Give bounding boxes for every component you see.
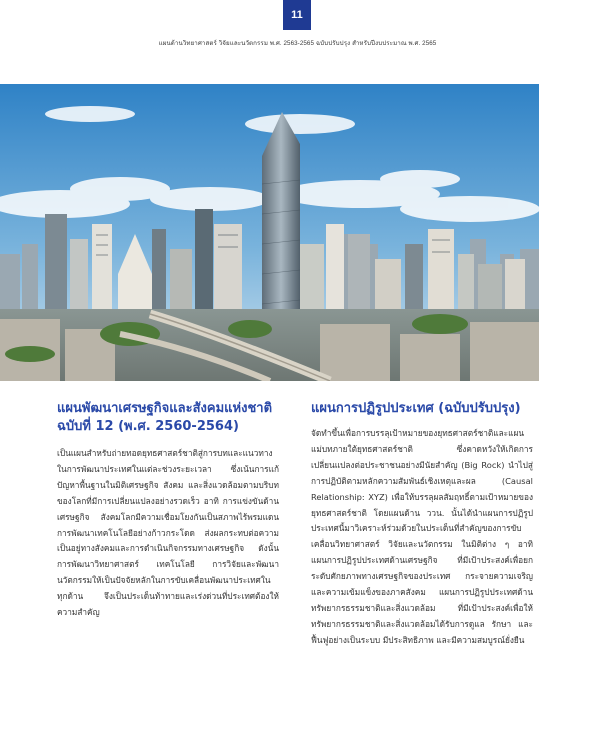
running-header: แผนด้านวิทยาศาสตร์ วิจัยและนวัตกรรม พ.ศ. 2563-2565 ฉบับปรับปรุง สำหรับปีงบประมาณ พ.ศ. 2565 xyxy=(158,40,437,47)
left-column-paragraph: เป็นแผนสำหรับถ่ายทอดยุทธศาสตร์ชาติสู่การบทและแนวทางในการพัฒนาประเทศในแต่ละช่วงระยะเวลา ซึ่งเน้นการแก้ปัญหาพื้นฐานในมิติเศรษฐกิจ สังคม และสิ่งแวดล้อมตามบริบทของโลกที่มีการเปลี่ยนแปลงอย่างรวดเร็ว อาทิ การแข่งขันด้านเศรษฐกิจ สังคมโลกมีความเชื่อมโยงกันเป็นสภาพไร้พรมแดน การพัฒนาเทคโนโลยีอย่างก้าวกระโดด ส่งผลกระทบต่อความเป็นอยู่ทางสังคมและการดำเนินกิจกรรมทางเศรษฐกิจ ดังนั้นการพัฒนาวิทยาศาสตร์ เทคโนโลยี การวิจัยและพัฒนานวัตกรรมให้เป็นปัจจัยหลักในการขับเคลื่อนพัฒนาประเทศในทุกด้าน จึงเป็นประเด็นท้าทายและเร่งด่วนที่ประเทศต้องให้ความสำคัญ xyxy=(57,448,279,618)
right-column xyxy=(311,400,533,649)
page-number: 11 xyxy=(283,0,311,30)
hero-city-skyline-image xyxy=(0,84,539,381)
left-column-heading: แผนพัฒนาเศรษฐกิจและสังคมแห่งชาติ ฉบับที่ 12 (พ.ศ. 2560-2564) xyxy=(57,401,273,434)
right-column-paragraph: จัดทำขึ้นเพื่อการบรรลุเป้าหมายของยุทธศาสตร์ชาติและแผนแม่บทภายใต้ยุทธศาสตร์ชาติ ซึ่งคาดหวังให้เกิดการเปลี่ยนแปลงต่อประชาชนอย่างมีนัยสำคัญ (Big Rock) นำไปสู่การปฏิบัติตามหลักความสัมพันธ์เชิงเหตุและผล (Causal Relationship: XYZ) เพื่อให้บรรลุผลสัมฤทธิ์ตามเป้าหมายของยุทธศาสตร์ชาติ โดยแผนด้าน ววน. นั้นได้นำแผนการปฏิรูปประเทศนี้มาวิเคราะห์ร่วมด้วยในประเด็นที่สำคัญของการขับเคลื่อนวิทยาศาสตร์ วิจัยและนวัตกรรม ในมิติต่าง ๆ อาทิ แผนการปฏิรูปประเทศด้านเศรษฐกิจ ที่มีเป้าประสงค์เพื่อยกระดับศักยภาพทางเศรษฐกิจของประเทศ กระจายความเจริญและความเข้มแข็งของภาคสังคม แผนการปฏิรูปประเทศด้านทรัพยากรธรรมชาติและสิ่งแวดล้อม ที่มีเป้าประสงค์เพื่อให้ทรัพยากรธรรมชาติและสิ่งแวดล้อมได้รับการดูแล รักษา และฟื้นฟูอย่างเป็นระบบ มีประสิทธิภาพ และมีความสมบูรณ์ยั่งยืน xyxy=(311,428,533,645)
left-column xyxy=(57,400,279,621)
right-column-heading: แผนการปฏิรูปประเทศ (ฉบับปรับปรุง) xyxy=(311,401,521,416)
